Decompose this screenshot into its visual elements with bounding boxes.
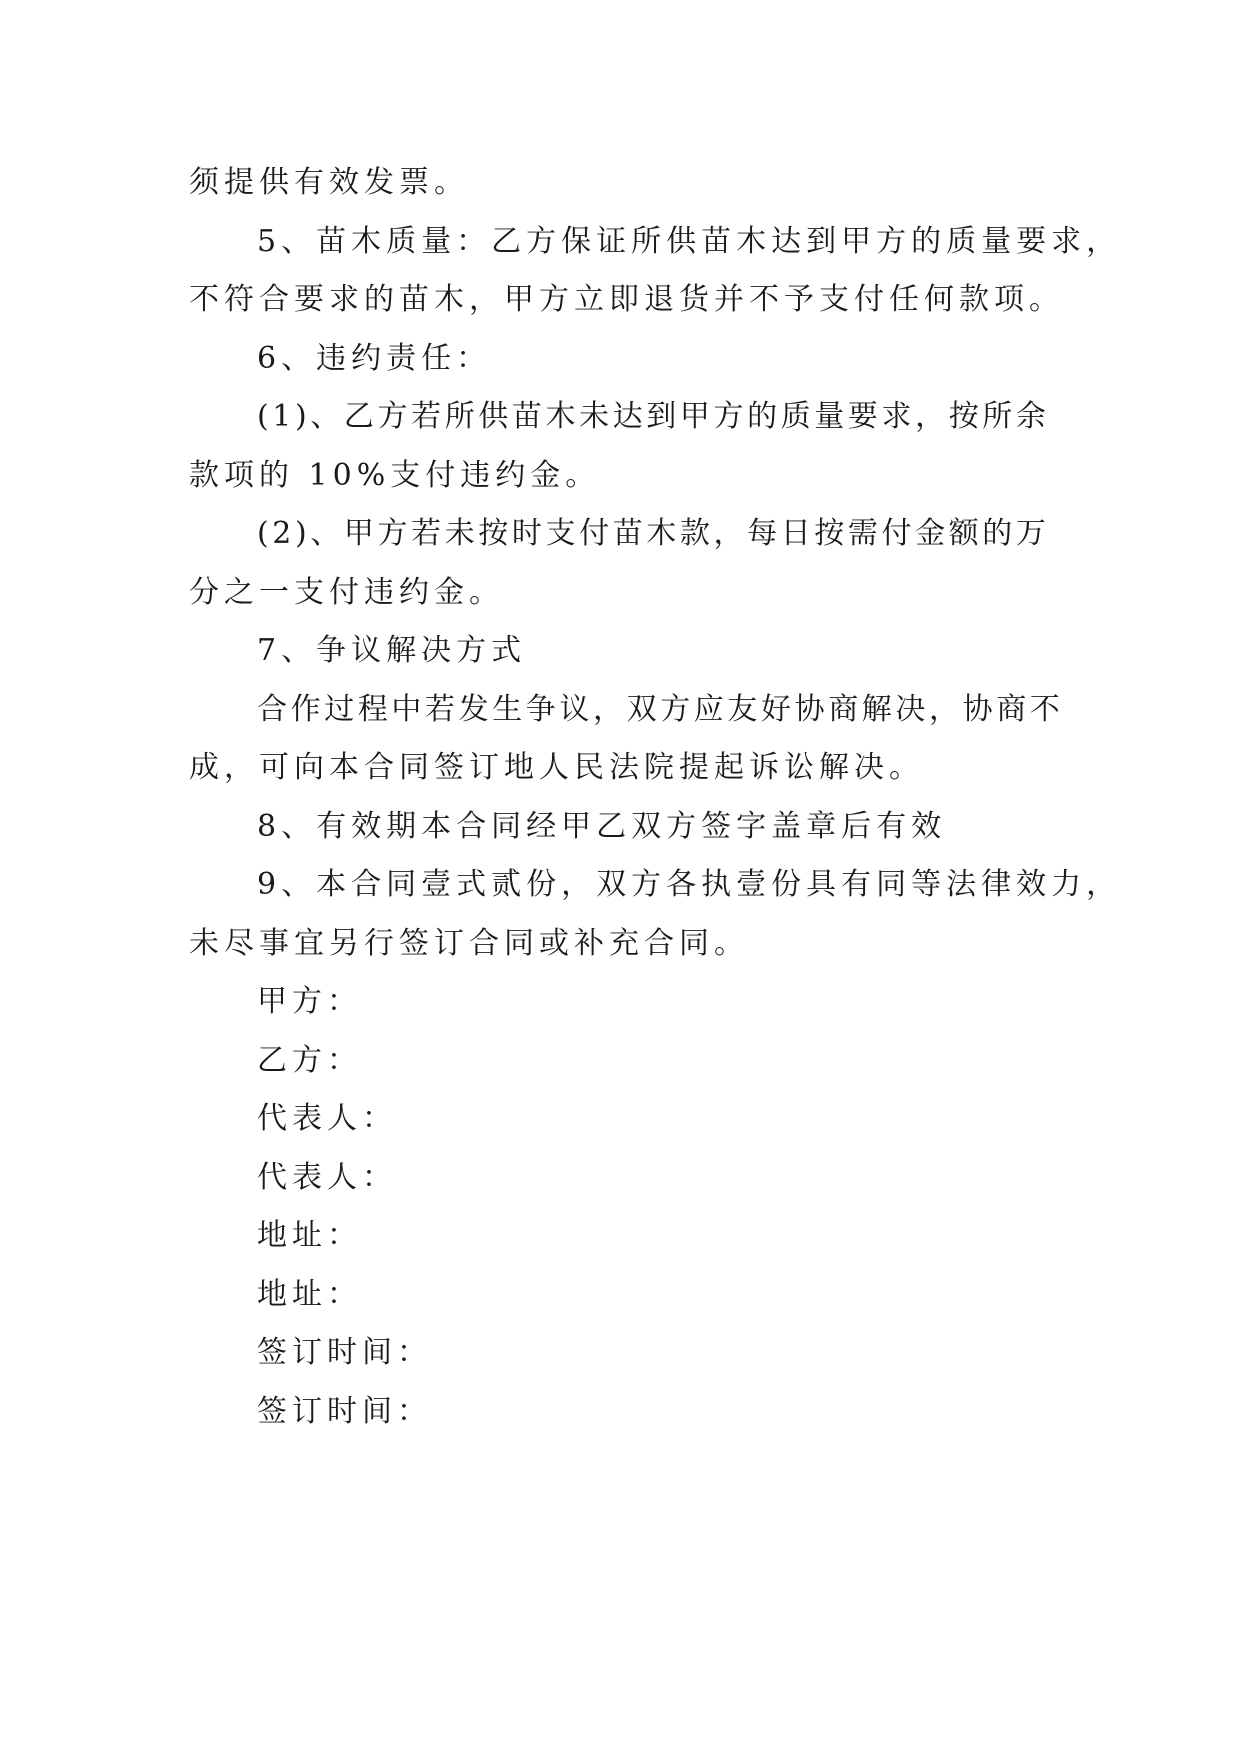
party-b-label: 乙方： (257, 1042, 362, 1078)
clause-8-validity: 8、有效期本合同经甲乙双方签字盖章后有效 (257, 808, 947, 844)
contract-body (189, 154, 1122, 1441)
text-line: 须提供有效发票。 (189, 165, 469, 200)
text-line: 分之一支付违约金。 (189, 574, 504, 610)
text-line: 合作过程中若发生争议，双方应友好协商解决，协商不 (257, 691, 1064, 727)
clause-7-dispute: 7、争议解决方式 (257, 633, 527, 668)
representative-b-label: 代表人： (257, 1159, 397, 1195)
representative-a-label: 代表人： (257, 1101, 397, 1136)
text-line: 不符合要求的苗木，甲方立即退货并不予支付任何款项。 (189, 282, 1064, 317)
clause-6-item-2: (2)、甲方若未按时支付苗木款，每日按需付金额的万 (257, 516, 1050, 551)
signing-date-b-label: 签订时间： (257, 1393, 432, 1429)
party-a-label: 甲方： (257, 984, 362, 1019)
clause-5-quality: 5、苗木质量：乙方保证所供苗木达到甲方的质量要求， (257, 223, 1122, 259)
clause-6-item-1: (1)、乙方若所供苗木未达到甲方的质量要求，按所余 (257, 399, 1050, 434)
clause-6-liability: 6、违约责任： (257, 340, 492, 376)
address-b-label: 地址： (257, 1276, 362, 1312)
text-line: 未尽事宜另行签订合同或补充合同。 (189, 925, 749, 961)
address-a-label: 地址： (257, 1218, 362, 1253)
text-line: 款项的 10%支付违约金。 (189, 457, 601, 493)
text-line: 成，可向本合同签订地人民法院提起诉讼解决。 (189, 750, 924, 785)
clause-9-copies: 9、本合同壹式贰份，双方各执壹份具有同等法律效力， (257, 867, 1122, 902)
signing-date-a-label: 签订时间： (257, 1335, 432, 1370)
